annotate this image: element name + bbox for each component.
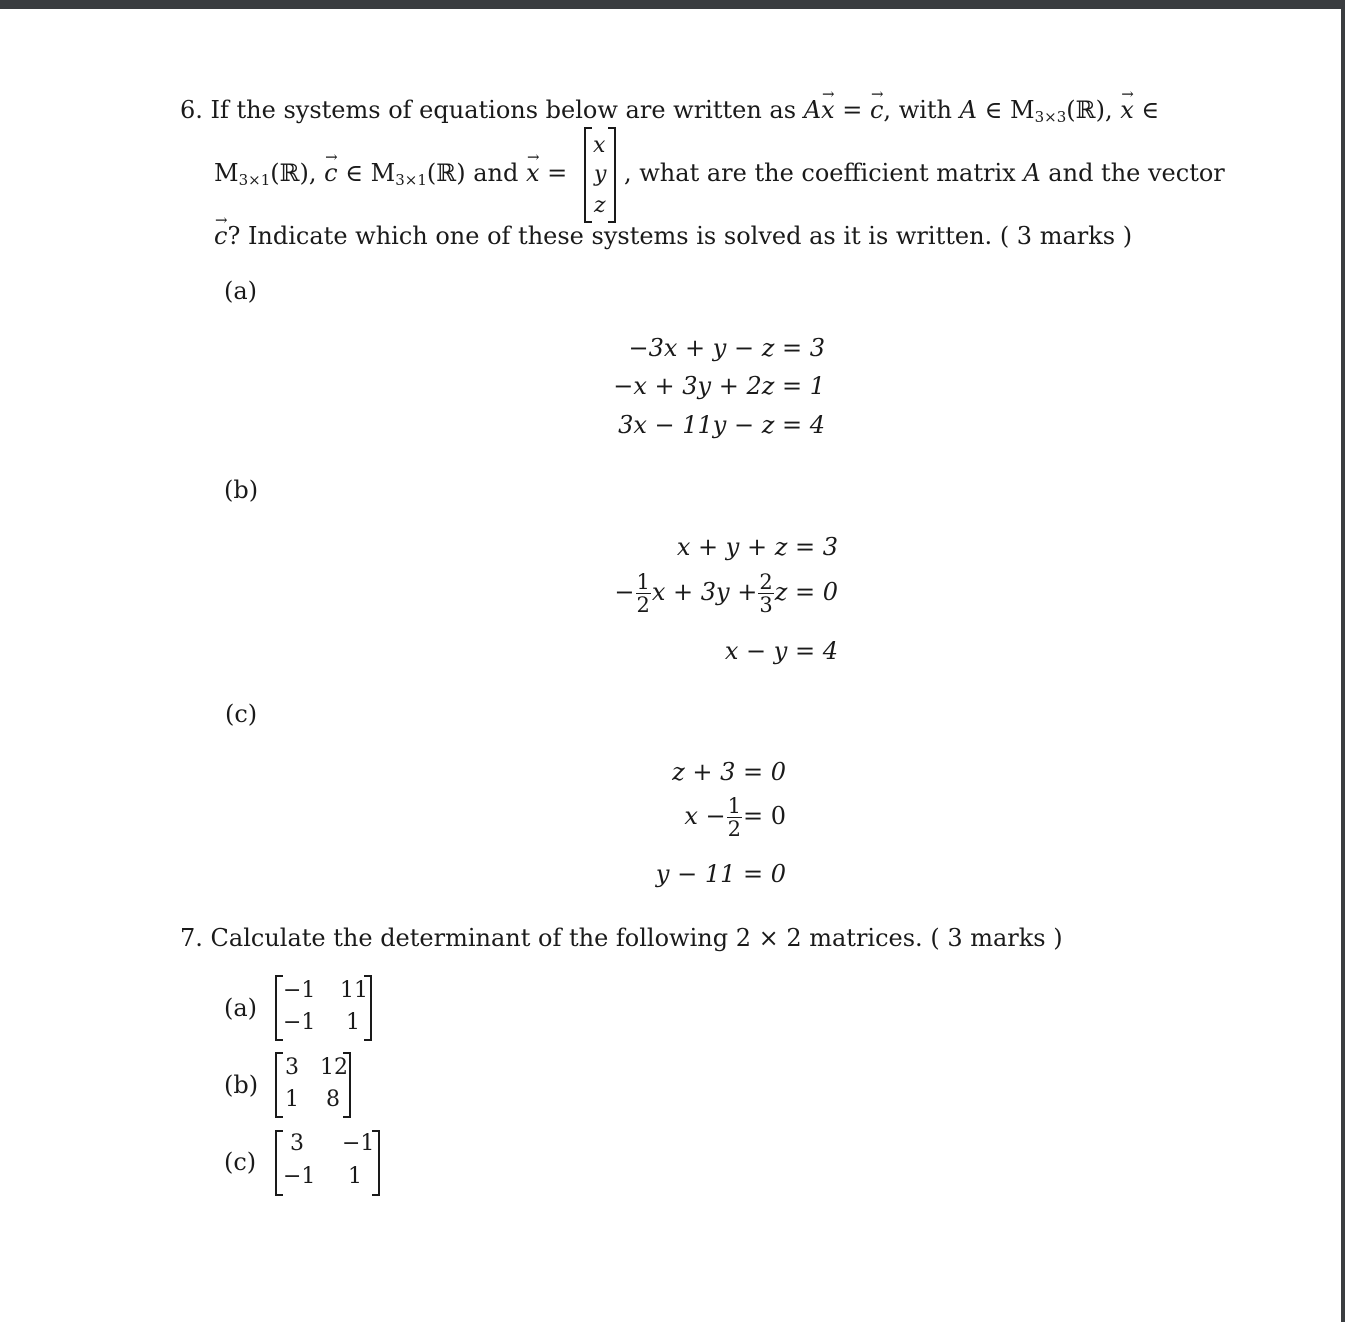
- q6c-label: (c): [225, 700, 258, 728]
- matrix-cell: 8: [326, 1087, 340, 1112]
- q6b-label: (b): [224, 476, 259, 504]
- window-right-border: [1341, 0, 1345, 1322]
- q7c-label: (c): [224, 1148, 257, 1176]
- q6b-equation-2: − $\frac{1}{2}$ x + 3y + $\frac{2}{3}$ z = 0: [614, 570, 838, 618]
- q6-line-2: M3×1(ℝ), → c ∈ M3×1(ℝ) and → x =: [214, 161, 567, 185]
- q6a-equation-3: 3x − 11y − z = 4: [618, 411, 825, 439]
- matrix-cell: 1: [348, 1164, 362, 1189]
- q6-number: 6.: [180, 96, 203, 124]
- matrix-cell: −1: [283, 978, 316, 1003]
- q6b-equation-1: x + y + z = 3: [676, 533, 838, 561]
- q6-intro-text: If the systems of equations below are written as: [210, 96, 797, 124]
- matrix-cell: 1: [285, 1087, 299, 1112]
- x-vector-entry: y: [594, 162, 607, 187]
- q7a-label: (a): [224, 994, 258, 1022]
- q6a-equation-2: −x + 3y + 2z = 1: [613, 372, 825, 400]
- matrix-cell: 3: [290, 1131, 304, 1156]
- q7-number: 7.: [180, 924, 203, 952]
- q6-line-3: → c? Indicate which one of these systems is solved as it is written. ( 3 marks ): [214, 224, 1132, 248]
- matrix-cell: 3: [285, 1055, 299, 1080]
- q6c-equation-2: x − $\frac{1}{2}$ = 0: [684, 794, 786, 842]
- q6b-equation-3: x − y = 4: [724, 637, 838, 665]
- q7-line: [180, 926, 1063, 950]
- q6-line-2-tail: , what are the coefficient matrix A and the vector: [624, 159, 1225, 187]
- q6a-equation-1: −3x + y − z = 3: [628, 334, 825, 362]
- matrix-cell: −1: [342, 1131, 375, 1156]
- q7-text: Calculate the determinant of the following 2 × 2 matrices.: [210, 924, 923, 952]
- x-vector-entry: z: [594, 193, 606, 218]
- q6c-equation-1: z + 3 = 0: [672, 758, 786, 786]
- matrix-cell: −1: [283, 1164, 316, 1189]
- q6-line-1: 6. If the systems of equations below are written as A→ x = → c, with A ∈ M3×3(ℝ), → x ∈: [180, 98, 1159, 122]
- q6a-label: (a): [224, 277, 258, 305]
- matrix-cell: −1: [283, 1010, 316, 1035]
- matrix-cell: 12: [320, 1055, 348, 1080]
- q7-marks: ( 3 marks ): [930, 924, 1063, 952]
- x-vector-entry: x: [593, 133, 606, 158]
- matrix-cell: 11: [340, 978, 368, 1003]
- matrix-cell: 1: [346, 1010, 360, 1035]
- q6c-equation-3: y − 11 = 0: [655, 860, 786, 888]
- window-top-border: [0, 0, 1345, 9]
- q6-marks: ( 3 marks ): [999, 222, 1133, 250]
- q7b-label: (b): [224, 1071, 259, 1099]
